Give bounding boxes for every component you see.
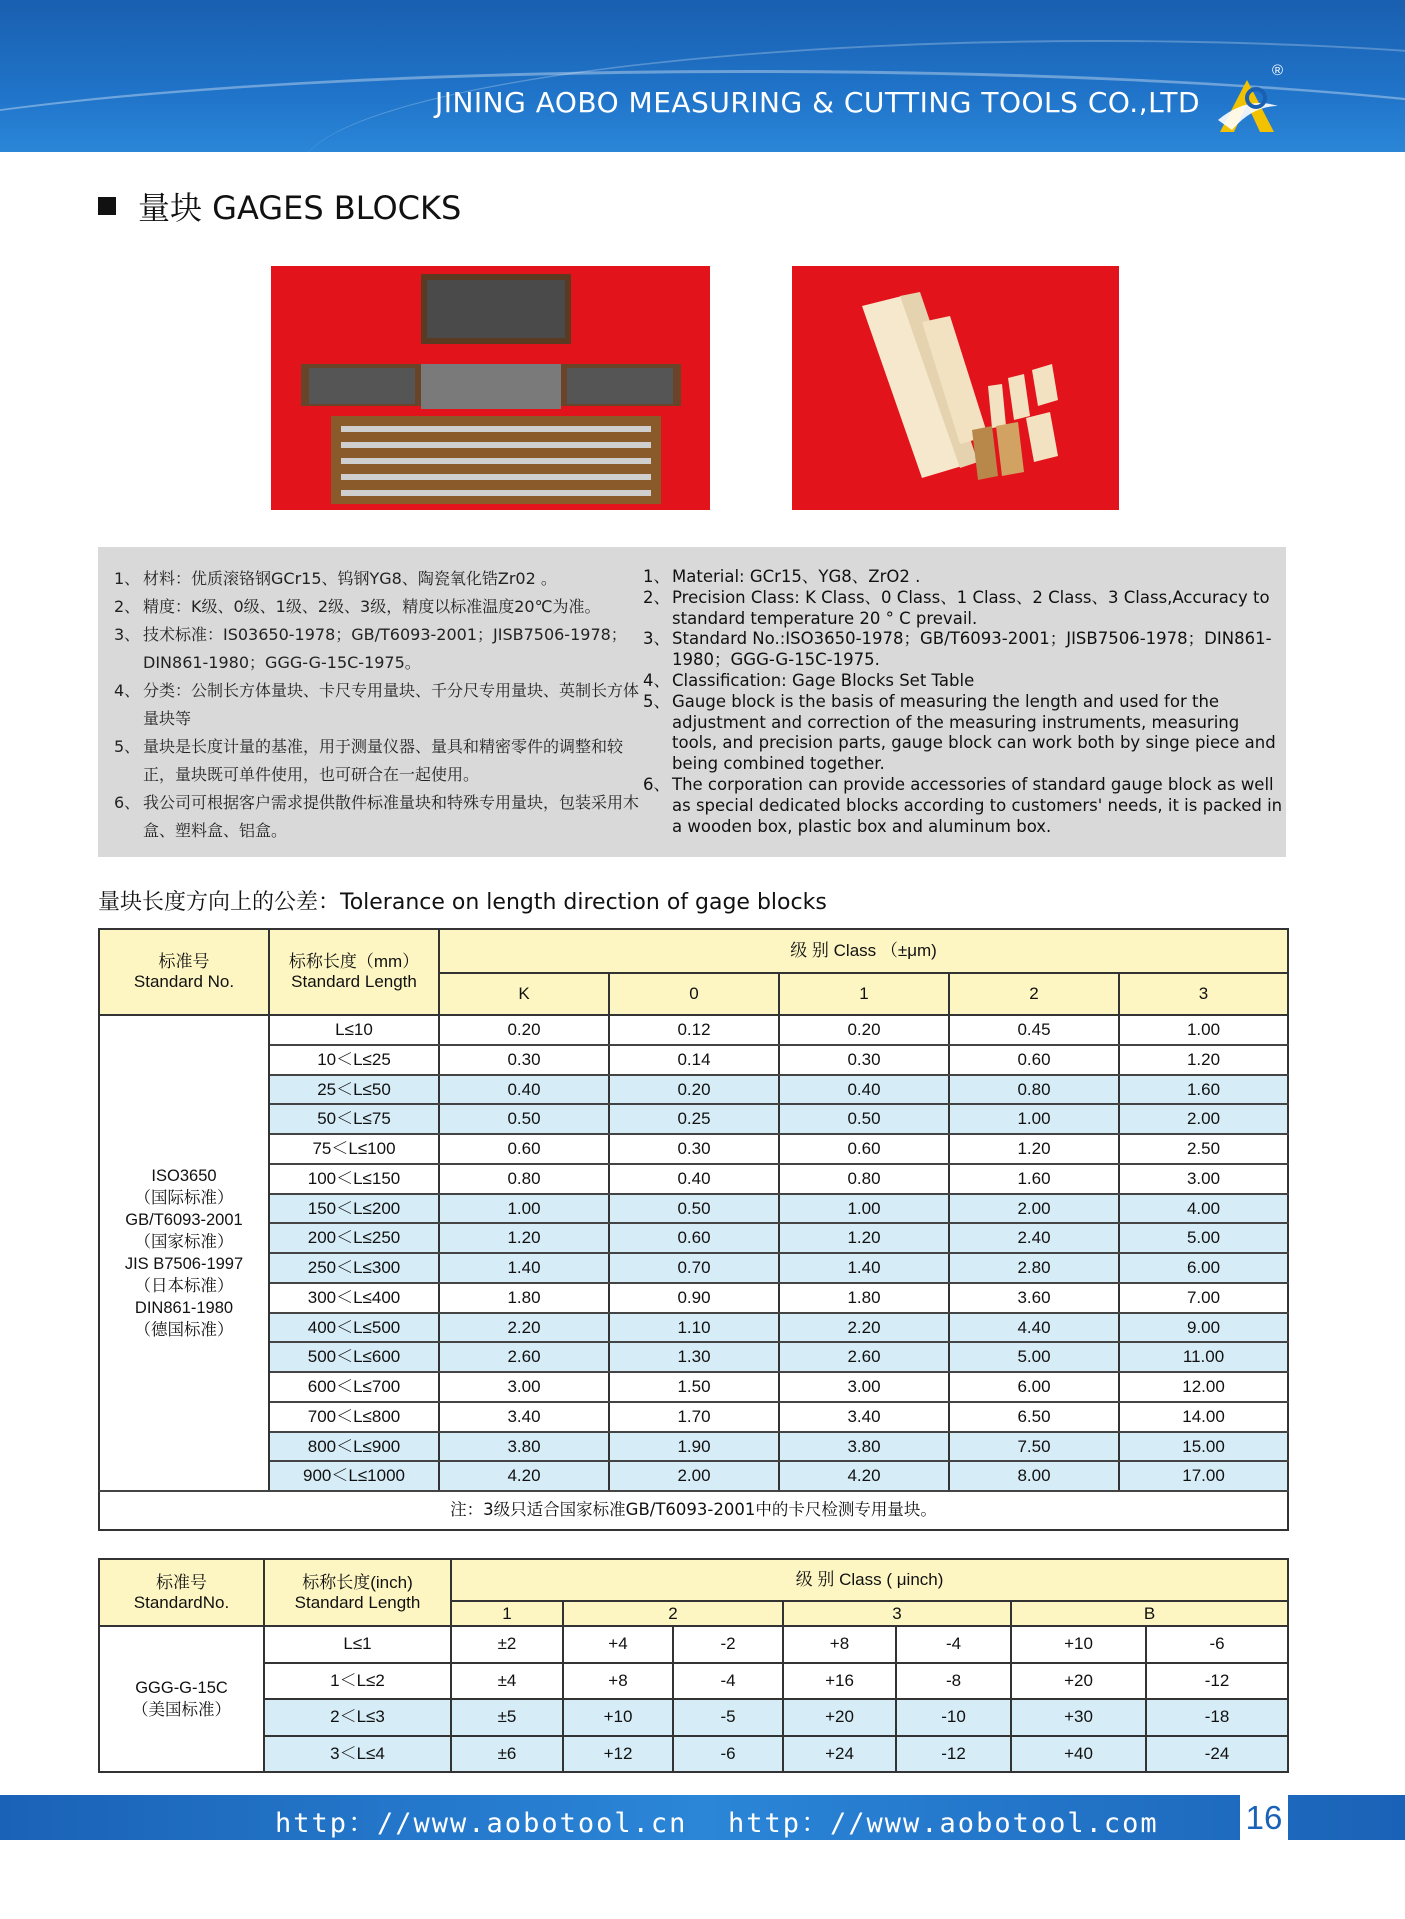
header-class: 级 别 Class （±μm) — [439, 929, 1288, 973]
tolerance-value: 2.40 — [949, 1223, 1119, 1253]
tolerance-value: 1.60 — [1119, 1075, 1288, 1105]
tolerance-value: 3.80 — [439, 1432, 609, 1462]
table-row — [99, 1253, 1288, 1283]
tolerance-value: 3.40 — [779, 1402, 949, 1432]
tolerance-value: 0.50 — [609, 1194, 779, 1224]
description-chinese — [114, 565, 644, 845]
standard-name: （日本标准） — [134, 1277, 234, 1295]
table-row — [99, 1432, 1288, 1462]
tolerance-value: 2.20 — [439, 1313, 609, 1343]
description-item — [643, 588, 1283, 630]
tolerance-value: 4.20 — [439, 1461, 609, 1491]
tolerance-value: 3.40 — [439, 1402, 609, 1432]
tolerance-value: 0.40 — [439, 1075, 609, 1105]
table-row — [99, 1461, 1288, 1491]
item-number: 3、 — [643, 629, 670, 649]
item-number: 1、 — [643, 567, 670, 586]
header-standard-no — [99, 929, 269, 1015]
company-logo-icon — [1212, 76, 1282, 138]
header-standard-cn: 标准号 — [156, 1572, 207, 1592]
tolerance-value: 1.80 — [439, 1283, 609, 1313]
header-standard-en: Standard No. — [133, 972, 235, 991]
page-footer — [0, 1795, 1405, 1840]
page-header — [0, 0, 1405, 152]
header-length-cn: 标称长度（mm） — [288, 952, 420, 972]
item-text: Material: GCr15、YG8、ZrO2 . — [672, 567, 921, 586]
table-row — [99, 1342, 1288, 1372]
standards-cell — [99, 1015, 269, 1491]
length-range: 100＜L≤150 — [269, 1164, 439, 1194]
tolerance-value: 0.14 — [609, 1045, 779, 1075]
description-item — [114, 593, 644, 621]
tolerance-value: 2.00 — [609, 1461, 779, 1491]
description-item — [643, 567, 1283, 588]
item-number: 1、 — [114, 569, 141, 588]
item-text: Classification: Gage Blocks Set Table — [672, 670, 975, 690]
tolerance-value: 1.00 — [439, 1194, 609, 1224]
tolerance-value: 0.40 — [609, 1164, 779, 1194]
class-header: 2 — [563, 1601, 783, 1626]
standard-name: （德国标准） — [134, 1321, 234, 1339]
website-link-com[interactable]: http：//www.aobotool.com — [728, 1808, 1159, 1839]
tolerance-value: 0.20 — [779, 1015, 949, 1045]
item-number: 2、 — [114, 597, 141, 616]
table-row — [99, 1194, 1288, 1224]
tolerance-value: 8.00 — [949, 1461, 1119, 1491]
metric-tolerance-table — [98, 928, 1289, 1531]
standard-name: （美国标准） — [132, 1701, 231, 1719]
tolerance-value: +4 — [563, 1626, 673, 1663]
tolerance-value: -8 — [896, 1663, 1011, 1700]
tolerance-value: -18 — [1146, 1699, 1288, 1736]
table-row — [99, 1313, 1288, 1343]
length-range: 1＜L≤2 — [264, 1663, 451, 1700]
tolerance-value: 1.00 — [949, 1104, 1119, 1134]
tolerance-value: -4 — [896, 1626, 1011, 1663]
tolerance-value: 4.00 — [1119, 1194, 1288, 1224]
gage-block-set-photo — [271, 266, 710, 510]
tolerance-value: 2.50 — [1119, 1134, 1288, 1164]
table-row — [99, 1164, 1288, 1194]
tolerance-value: 2.80 — [949, 1253, 1119, 1283]
tolerance-value: 0.80 — [949, 1075, 1119, 1105]
tolerance-value: 0.60 — [609, 1223, 779, 1253]
tolerance-value: +20 — [1011, 1663, 1146, 1700]
tolerance-value: 1.60 — [949, 1164, 1119, 1194]
tolerance-value: 0.20 — [439, 1015, 609, 1045]
item-text: Gauge block is the basis of measuring the length and used for the adjustment and correction of the measuring instruments, measuring tools, and precision parts, gauge block can work both by singe piece and being combined together. — [672, 691, 1276, 774]
class-header: B — [1011, 1601, 1288, 1626]
item-number: 6、 — [643, 774, 670, 794]
length-range: 250＜L≤300 — [269, 1253, 439, 1283]
length-range: 500＜L≤600 — [269, 1342, 439, 1372]
tolerance-value: 2.20 — [779, 1313, 949, 1343]
item-text: Standard No.:ISO3650-1978；GB/T6093-2001；JISB7506-1978；DIN861-1980；GGG-G-15C-1975. — [672, 629, 1272, 670]
description-english — [643, 567, 1283, 837]
length-range: 300＜L≤400 — [269, 1283, 439, 1313]
tolerance-value: 0.80 — [779, 1164, 949, 1194]
item-number: 2、 — [643, 587, 670, 607]
section-title-text: 量块 GAGES BLOCKS — [138, 189, 462, 227]
header-standard-length — [269, 929, 439, 1015]
item-number: 6、 — [114, 793, 141, 812]
table-row — [99, 1104, 1288, 1134]
tolerance-value: 1.30 — [609, 1342, 779, 1372]
tolerance-value: 1.80 — [779, 1283, 949, 1313]
standard-name: ISO3650 — [151, 1167, 217, 1185]
table-row — [99, 1223, 1288, 1253]
tolerance-value: 0.40 — [779, 1075, 949, 1105]
tolerance-value: 1.40 — [779, 1253, 949, 1283]
description-item — [114, 677, 644, 733]
description-item — [643, 775, 1283, 837]
tolerance-value: +16 — [783, 1663, 896, 1700]
tolerance-value: -6 — [673, 1736, 783, 1773]
tolerance-value: 0.25 — [609, 1104, 779, 1134]
header-standard-no — [99, 1559, 264, 1626]
length-range: 200＜L≤250 — [269, 1223, 439, 1253]
item-text: Precision Class: K Class、0 Class、1 Class、2 Class、3 Class,Accuracy to standard temperature 20 ° C prevail. — [672, 587, 1270, 628]
standard-name: DIN861-1980 — [134, 1299, 234, 1317]
tolerance-value: 1.20 — [1119, 1045, 1288, 1075]
header-standard-en: StandardNo. — [133, 1592, 230, 1612]
tolerance-value: 0.60 — [779, 1134, 949, 1164]
class-header: K — [439, 973, 609, 1015]
tolerance-value: -4 — [673, 1663, 783, 1700]
tolerance-value: 4.20 — [779, 1461, 949, 1491]
item-text: The corporation can provide accessories of standard gauge block as well as special dedicated blocks according to customers' needs, it is packed in a wooden box, plastic box and aluminum box. — [672, 774, 1283, 836]
tolerance-value: 0.80 — [439, 1164, 609, 1194]
standard-name: GB/T6093-2001 — [125, 1211, 243, 1229]
tolerance-value: 1.00 — [1119, 1015, 1288, 1045]
header-standard-length — [264, 1559, 451, 1626]
tolerance-value: 2.60 — [779, 1342, 949, 1372]
tolerance-value: 2.00 — [949, 1194, 1119, 1224]
tolerance-value: 6.00 — [949, 1372, 1119, 1402]
tolerance-value: 3.60 — [949, 1283, 1119, 1313]
tolerance-value: 0.12 — [609, 1015, 779, 1045]
header-standard-cn: 标准号 — [158, 952, 210, 972]
table-row — [99, 1045, 1288, 1075]
tolerance-value: 6.00 — [1119, 1253, 1288, 1283]
table-row — [99, 1663, 1288, 1700]
tolerance-value: -5 — [673, 1699, 783, 1736]
tolerance-value: 0.60 — [949, 1045, 1119, 1075]
tolerance-value: 1.90 — [609, 1432, 779, 1462]
tolerance-value: 7.50 — [949, 1432, 1119, 1462]
item-text: 精度：K级、0级、1级、2级、3级，精度以标准温度20℃为准。 — [143, 597, 601, 616]
tolerance-value: -12 — [896, 1736, 1011, 1773]
tolerance-value: 0.30 — [439, 1045, 609, 1075]
length-range: 75＜L≤100 — [269, 1134, 439, 1164]
description-panel — [98, 547, 1286, 857]
tolerance-value: 17.00 — [1119, 1461, 1288, 1491]
tolerance-value: 6.50 — [949, 1402, 1119, 1432]
tolerance-value: -6 — [1146, 1626, 1288, 1663]
header-class: 级 别 Class ( μinch) — [451, 1559, 1288, 1601]
item-text: 量块是长度计量的基准，用于测量仪器、量具和精密零件的调整和较正，量块既可单件使用，也可研合在一起使用。 — [143, 737, 624, 784]
length-range: L≤1 — [264, 1626, 451, 1663]
tolerance-value: 1.70 — [609, 1402, 779, 1432]
header-length-en: Standard Length — [294, 1592, 421, 1612]
class-header: 2 — [949, 973, 1119, 1015]
table-row — [99, 1626, 1288, 1663]
standard-name: （国家标准） — [134, 1233, 234, 1251]
tolerance-value: 9.00 — [1119, 1313, 1288, 1343]
tolerance-value: ±5 — [451, 1699, 563, 1736]
tolerance-value: 0.45 — [949, 1015, 1119, 1045]
table-note: 注：3级只适合国家标准GB/T6093-2001中的卡尺检测专用量块。 — [99, 1491, 1288, 1530]
tolerance-value: 7.00 — [1119, 1283, 1288, 1313]
tolerance-value: -24 — [1146, 1736, 1288, 1773]
table-row — [99, 1015, 1288, 1045]
item-number: 4、 — [114, 681, 141, 700]
description-item — [114, 565, 644, 593]
tolerance-value: +40 — [1011, 1736, 1146, 1773]
description-item — [114, 621, 644, 677]
website-link-cn[interactable]: http：//www.aobotool.cn — [275, 1808, 688, 1839]
description-item — [643, 671, 1283, 692]
tolerance-value: 4.40 — [949, 1313, 1119, 1343]
length-range: 25＜L≤50 — [269, 1075, 439, 1105]
tolerance-value: 0.20 — [609, 1075, 779, 1105]
tolerance-value: +20 — [783, 1699, 896, 1736]
tolerance-value: +12 — [563, 1736, 673, 1773]
tolerance-value: ±4 — [451, 1663, 563, 1700]
tolerance-value: 14.00 — [1119, 1402, 1288, 1432]
tolerance-value: 1.20 — [779, 1223, 949, 1253]
item-text: 技术标准：IS03650-1978；GB/T6093-2001；JISB7506-1978；DIN861-1980；GGG-G-15C-1975。 — [143, 625, 627, 672]
tolerance-value: 3.00 — [439, 1372, 609, 1402]
tolerance-value: +8 — [783, 1626, 896, 1663]
table-row — [99, 1075, 1288, 1105]
length-range: 400＜L≤500 — [269, 1313, 439, 1343]
tolerance-value: +10 — [1011, 1626, 1146, 1663]
class-header: 1 — [779, 973, 949, 1015]
description-item — [643, 629, 1283, 671]
table-row — [99, 1402, 1288, 1432]
tolerance-value: 0.50 — [439, 1104, 609, 1134]
section-title — [98, 183, 461, 229]
tolerance-value: 0.70 — [609, 1253, 779, 1283]
tolerance-value: 1.20 — [949, 1134, 1119, 1164]
length-range: 700＜L≤800 — [269, 1402, 439, 1432]
length-range: 800＜L≤900 — [269, 1432, 439, 1462]
tolerance-value: 2.60 — [439, 1342, 609, 1372]
ceramic-gage-blocks-photo — [792, 266, 1119, 510]
tolerance-value: 2.00 — [1119, 1104, 1288, 1134]
tolerance-value: 3.00 — [779, 1372, 949, 1402]
standard-name: GGG-G-15C — [135, 1679, 228, 1697]
item-text: 我公司可根据客户需求提供散件标准量块和特殊专用量块，包装采用木盒、塑料盒、铝盒。 — [143, 793, 640, 840]
table-row — [99, 1134, 1288, 1164]
tolerance-value: 1.00 — [779, 1194, 949, 1224]
item-text: 分类：公制长方体量块、卡尺专用量块、千分尺专用量块、英制长方体量块等 — [143, 681, 640, 728]
tolerance-value: 1.10 — [609, 1313, 779, 1343]
tolerance-value: +8 — [563, 1663, 673, 1700]
description-item — [114, 789, 644, 845]
item-number: 4、 — [643, 670, 670, 690]
inch-tolerance-table — [98, 1558, 1289, 1773]
tolerance-value: +10 — [563, 1699, 673, 1736]
header-length-en: Standard Length — [291, 972, 417, 991]
tolerance-value: 0.30 — [609, 1134, 779, 1164]
length-range: 10＜L≤25 — [269, 1045, 439, 1075]
standard-name: JIS B7506-1997 — [124, 1255, 244, 1273]
length-range: 900＜L≤1000 — [269, 1461, 439, 1491]
tolerance-value: -2 — [673, 1626, 783, 1663]
ceramic-blocks-illustration-icon — [792, 266, 1119, 510]
item-text: 材料：优质滚铬钢GCr15、钨钢YG8、陶瓷氧化锆Zr02 。 — [143, 569, 557, 588]
tolerance-value: +30 — [1011, 1699, 1146, 1736]
tolerance-value: 1.40 — [439, 1253, 609, 1283]
tolerance-value: 1.50 — [609, 1372, 779, 1402]
tolerance-value: ±2 — [451, 1626, 563, 1663]
tolerance-value: 3.80 — [779, 1432, 949, 1462]
company-name: JINING AOBO MEASURING & CUTTING TOOLS CO.,LTD — [434, 86, 1200, 119]
tolerance-title: 量块长度方向上的公差：Tolerance on length direction of gage blocks — [98, 890, 827, 915]
table-row — [99, 1283, 1288, 1313]
tolerance-value: -12 — [1146, 1663, 1288, 1700]
tolerance-value: 15.00 — [1119, 1432, 1288, 1462]
tolerance-value: 3.00 — [1119, 1164, 1288, 1194]
header-length-cn: 标称长度(inch) — [302, 1572, 413, 1592]
item-number: 3、 — [114, 625, 141, 644]
length-range: L≤10 — [269, 1015, 439, 1045]
length-range: 600＜L≤700 — [269, 1372, 439, 1402]
tolerance-value: 0.60 — [439, 1134, 609, 1164]
class-header: 3 — [783, 1601, 1011, 1626]
tolerance-value: 0.90 — [609, 1283, 779, 1313]
description-item — [643, 692, 1283, 775]
table-row — [99, 1699, 1288, 1736]
length-range: 150＜L≤200 — [269, 1194, 439, 1224]
tolerance-value: 0.30 — [779, 1045, 949, 1075]
description-item — [114, 733, 644, 789]
tolerance-value: ±6 — [451, 1736, 563, 1773]
length-range: 3＜L≤4 — [264, 1736, 451, 1773]
item-number: 5、 — [114, 737, 141, 756]
tolerance-value: 1.20 — [439, 1223, 609, 1253]
wooden-case-illustration-icon — [271, 266, 710, 510]
standard-name: （国际标准） — [134, 1189, 234, 1207]
tolerance-value: 11.00 — [1119, 1342, 1288, 1372]
length-range: 2＜L≤3 — [264, 1699, 451, 1736]
tolerance-value: -10 — [896, 1699, 1011, 1736]
class-header: 0 — [609, 973, 779, 1015]
tolerance-value: 5.00 — [1119, 1223, 1288, 1253]
registered-mark: ® — [1272, 62, 1284, 79]
bullet-square-icon — [98, 197, 116, 215]
class-header: 1 — [451, 1601, 563, 1626]
table-row — [99, 1736, 1288, 1773]
tolerance-value: 5.00 — [949, 1342, 1119, 1372]
item-number: 5、 — [643, 691, 670, 711]
tolerance-value: +24 — [783, 1736, 896, 1773]
length-range: 50＜L≤75 — [269, 1104, 439, 1134]
table-row — [99, 1372, 1288, 1402]
class-header: 3 — [1119, 973, 1288, 1015]
page-number: 16 — [1240, 1795, 1288, 1840]
tolerance-value: 0.50 — [779, 1104, 949, 1134]
tolerance-value: 12.00 — [1119, 1372, 1288, 1402]
standards-cell — [99, 1626, 264, 1772]
